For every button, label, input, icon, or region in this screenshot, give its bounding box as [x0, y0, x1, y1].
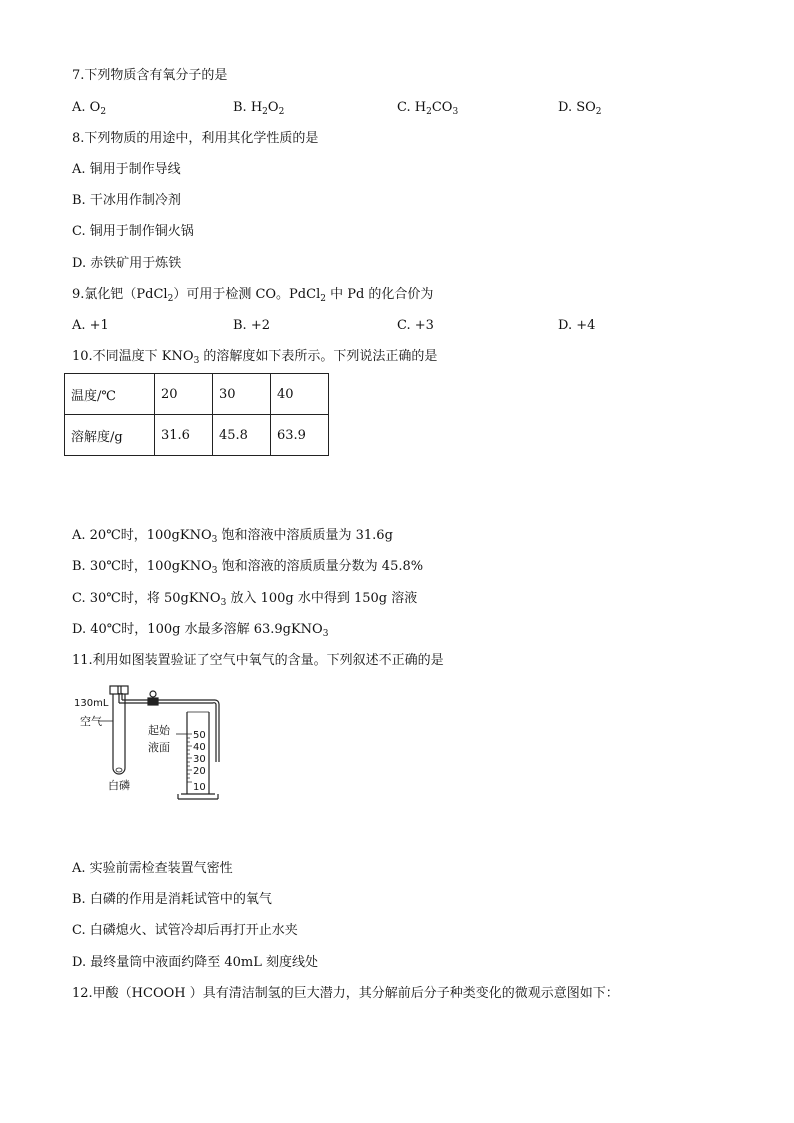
q11-option-d: D. 最终量筒中液面约降至 40mL 刻度线处	[72, 955, 318, 970]
q10-option-d: D. 40℃时，100g 水最多溶解 63.9gKNO$_3$	[72, 622, 329, 639]
table-cell: 45.8	[213, 415, 271, 456]
table-cell: 30	[213, 374, 271, 415]
white-phosphorus	[116, 768, 122, 772]
table-cell: 温度/℃	[65, 374, 155, 415]
scale-label: 50	[193, 730, 206, 741]
start-level-label-2: 液面	[148, 741, 170, 754]
q9-option-a: A. +1	[72, 318, 109, 333]
table-cell: 31.6	[155, 415, 213, 456]
q7-option-c: C. $H_2CO_3$	[397, 100, 459, 117]
q9-option-d: D. +4	[558, 318, 596, 333]
question-11-stem: 11.利用如图装置验证了空气中氧气的含量。下列叙述不正确的是	[72, 653, 444, 668]
phosphorus-label: 白磷	[108, 779, 130, 792]
q7-option-b: B. $H_2O_2$	[233, 100, 285, 117]
q10-option-c: C. 30℃时，将 50gKNO$_3$ 放入 100g 水中得到 150g 溶液	[72, 591, 418, 608]
cylinder-ticks	[187, 734, 192, 782]
table-row	[65, 374, 329, 415]
q8-option-a: A. 铜用于制作导线	[72, 162, 181, 177]
oxygen-content-apparatus	[66, 682, 256, 812]
scale-label: 30	[193, 754, 206, 765]
q11-option-b: B. 白磷的作用是消耗试管中的氧气	[72, 892, 272, 907]
q8-option-b: B. 干冰用作制冷剂	[72, 193, 181, 208]
table-cell: 40	[271, 374, 329, 415]
q8-option-c: C. 铜用于制作铜火锅	[72, 224, 194, 239]
question-7-stem: 7.下列物质含有氧分子的是	[72, 68, 228, 83]
question-9-stem: 9.氯化钯（PdCl$_2$）可用于检测 CO。PdCl$_2$ 中 Pd 的化合价为	[72, 287, 434, 304]
clamp-icon	[148, 691, 158, 705]
solubility-table	[64, 373, 329, 456]
q9-option-c: C. +3	[397, 318, 434, 333]
table-cell: 20	[155, 374, 213, 415]
q7-option-a: A. $O_2$	[72, 100, 107, 117]
table-cell: 63.9	[271, 415, 329, 456]
q10-option-a: A. 20℃时，100gKNO$_3$ 饱和溶液中溶质质量为 31.6g	[72, 528, 393, 545]
label-leader-lines	[99, 721, 187, 734]
question-10-stem: 10.不同温度下 $KNO_3$ 的溶解度如下表所示。下列说法正确的是	[72, 349, 438, 366]
volume-label: 130mL	[74, 698, 109, 709]
q7-option-d: D. $SO_2$	[558, 100, 602, 117]
q11-option-a: A. 实验前需检查装置气密性	[72, 861, 233, 876]
table-cell: 溶解度/g	[65, 415, 155, 456]
q8-option-d: D. 赤铁矿用于炼铁	[72, 256, 182, 271]
q10-option-b: B. 30℃时，100gKNO$_3$ 饱和溶液的溶质质量分数为 45.8%	[72, 559, 424, 576]
q9-option-b: B. +2	[233, 318, 270, 333]
table-row	[65, 415, 329, 456]
start-level-label-1: 起始	[148, 724, 170, 737]
air-label: 空气	[80, 715, 102, 728]
q11-option-c: C. 白磷熄火、试管冷却后再打开止水夹	[72, 923, 298, 938]
scale-label: 20	[193, 766, 206, 777]
scale-label: 40	[193, 742, 206, 753]
question-12-stem: 12.甲酸（HCOOH ）具有清洁制氢的巨大潜力，其分解前后分子种类变化的微观示意图如下：	[72, 986, 619, 1001]
question-8-stem: 8.下列物质的用途中，利用其化学性质的是	[72, 131, 319, 146]
scale-label: 10	[193, 782, 206, 793]
